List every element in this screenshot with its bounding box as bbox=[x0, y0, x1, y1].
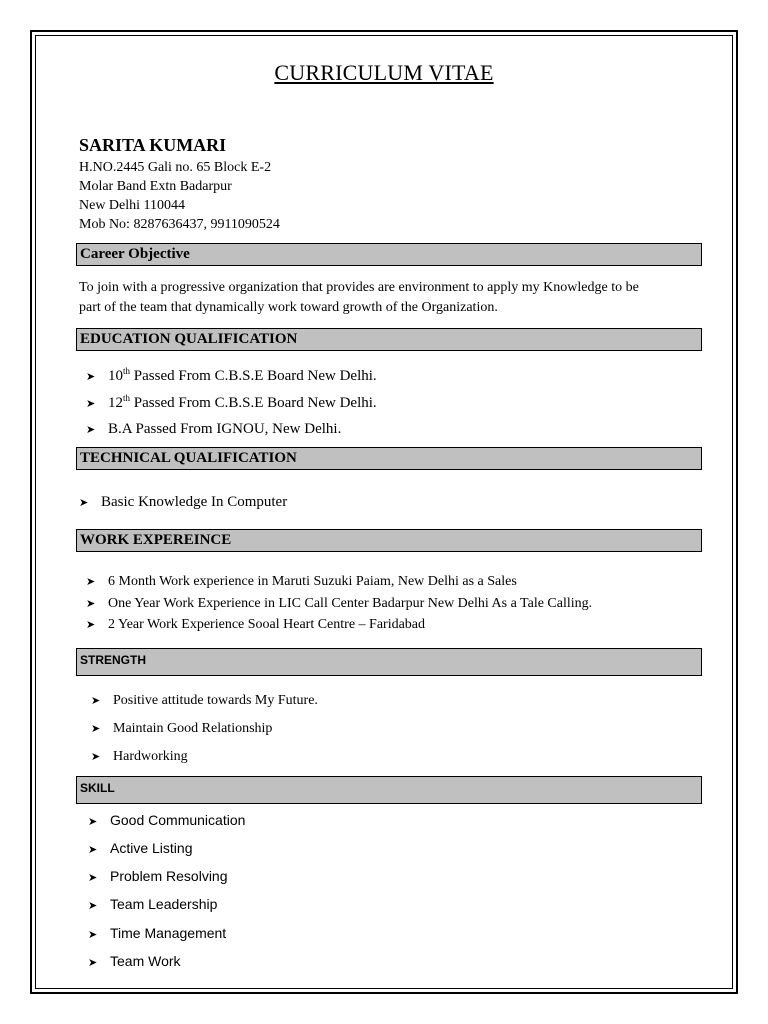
technical-item: ➤ Basic Knowledge In Computer bbox=[79, 494, 288, 510]
skill-item: ➤ Time Management bbox=[88, 925, 227, 941]
career-objective-line-1: To join with a progressive organization that provides are environment to apply my Knowledge to be bbox=[79, 280, 639, 295]
arrow-bullet-icon: ➤ bbox=[86, 398, 96, 411]
arrow-bullet-icon: ➤ bbox=[88, 928, 98, 941]
arrow-bullet-icon: ➤ bbox=[88, 843, 98, 856]
education-item: ➤ 12th Passed From C.B.S.E Board New Delhi. bbox=[86, 393, 377, 411]
address-line-2: Molar Band Extn Badarpur bbox=[79, 179, 232, 194]
career-objective-heading: Career Objective bbox=[80, 246, 190, 262]
arrow-bullet-icon: ➤ bbox=[91, 695, 101, 708]
work-item: ➤ 6 Month Work experience in Maruti Suzuki Paiam, New Delhi as a Sales bbox=[86, 574, 517, 589]
arrow-bullet-icon: ➤ bbox=[86, 576, 96, 589]
arrow-bullet-icon: ➤ bbox=[91, 751, 101, 764]
mobile-number: Mob No: 8287636437, 9911090524 bbox=[79, 217, 280, 232]
arrow-bullet-icon: ➤ bbox=[88, 871, 98, 884]
skill-item: ➤ Team Work bbox=[88, 953, 181, 969]
education-item: ➤ 10th Passed From C.B.S.E Board New Delhi. bbox=[86, 366, 377, 384]
arrow-bullet-icon: ➤ bbox=[88, 815, 98, 828]
technical-header bbox=[76, 447, 702, 470]
skill-heading: SKILL bbox=[80, 781, 115, 795]
arrow-bullet-icon: ➤ bbox=[86, 371, 96, 384]
address-line-3: New Delhi 110044 bbox=[79, 198, 186, 213]
technical-heading: TECHNICAL QUALIFICATION bbox=[80, 450, 297, 466]
arrow-bullet-icon: ➤ bbox=[88, 956, 98, 969]
strength-header bbox=[76, 648, 702, 676]
skill-item: ➤ Active Listing bbox=[88, 840, 193, 856]
career-objective-header bbox=[76, 243, 702, 266]
strength-item: ➤ Maintain Good Relationship bbox=[91, 721, 273, 736]
arrow-bullet-icon: ➤ bbox=[79, 497, 89, 510]
address-line-1: H.NO.2445 Gali no. 65 Block E-2 bbox=[79, 160, 272, 175]
skill-item: ➤ Problem Resolving bbox=[88, 868, 228, 884]
arrow-bullet-icon: ➤ bbox=[86, 598, 96, 611]
work-item: ➤ One Year Work Experience in LIC Call Center Badarpur New Delhi As a Tale Calling. bbox=[86, 596, 593, 611]
strength-item: ➤ Hardworking bbox=[91, 749, 188, 764]
education-heading: EDUCATION QUALIFICATION bbox=[80, 331, 298, 347]
strength-heading: STRENGTH bbox=[80, 653, 146, 667]
skill-item: ➤ Team Leadership bbox=[88, 896, 218, 912]
arrow-bullet-icon: ➤ bbox=[86, 619, 96, 632]
strength-item: ➤ Positive attitude towards My Future. bbox=[91, 693, 318, 708]
arrow-bullet-icon: ➤ bbox=[86, 424, 96, 437]
education-item: ➤ B.A Passed From IGNOU, New Delhi. bbox=[86, 421, 342, 437]
skill-header bbox=[76, 776, 702, 804]
work-experience-header bbox=[76, 529, 702, 552]
career-objective-line-2: part of the team that dynamically work toward growth of the Organization. bbox=[79, 300, 498, 315]
arrow-bullet-icon: ➤ bbox=[91, 723, 101, 736]
education-header bbox=[76, 328, 702, 351]
candidate-name: SARITA KUMARI bbox=[79, 135, 227, 155]
work-experience-heading: WORK EXPEREINCE bbox=[80, 532, 232, 548]
skill-item: ➤ Good Communication bbox=[88, 812, 246, 828]
arrow-bullet-icon: ➤ bbox=[88, 899, 98, 912]
document-title: CURRICULUM VITAE bbox=[274, 60, 494, 85]
work-item: ➤ 2 Year Work Experience Sooal Heart Centre – Faridabad bbox=[86, 617, 426, 632]
